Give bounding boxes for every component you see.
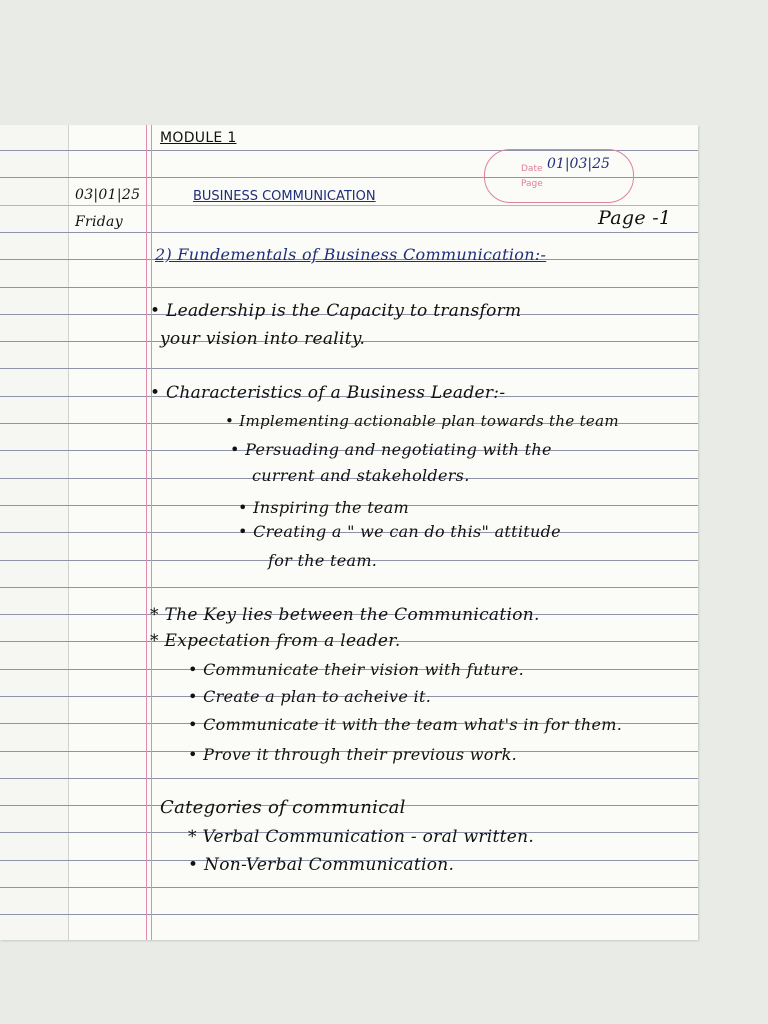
page-number: Page -1 [598,207,672,229]
categories-heading: Categories of communical [160,797,406,818]
exp-item: • Communicate their vision with future. [188,660,525,679]
margin-line [146,125,147,940]
top-margin-line [0,205,698,206]
section-title: 2) Fundementals of Business Communication:- [155,245,547,264]
category-item: * Verbal Communication - oral written. [188,827,535,847]
rule-line [0,887,698,888]
exp-item: • Prove it through their previous work. [188,745,518,764]
char-item: current and stakeholders. [252,466,470,485]
char-item: for the team. [268,551,378,570]
rule-line [0,287,698,288]
exp-item: • Communicate it with the team what's in for them. [188,715,623,734]
key-line: * The Key lies between the Communication. [150,605,540,625]
leadership-line-2: your vision into reality. [160,329,366,349]
leadership-line-1: • Leadership is the Capacity to transform [150,301,522,321]
subject-title: BUSINESS COMMUNICATION [193,189,376,204]
date-stamp [484,149,634,203]
char-item: • Persuading and negotiating with the [230,440,552,459]
notebook-page [0,125,698,940]
category-item: • Non-Verbal Communication. [188,855,455,875]
characteristics-heading: • Characteristics of a Business Leader:- [150,383,506,403]
char-item: • Creating a " we can do this" attitude [238,522,561,541]
stamp-date-value: 01|03|25 [547,156,610,172]
margin-line [151,125,152,940]
stamp-date-label: Date [521,164,543,174]
module-label: MODULE 1 [160,130,237,146]
rule-line [0,587,698,588]
char-item: • Implementing actionable plan towards the team [225,412,619,430]
date-left: 03|01|25 [75,187,141,203]
rule-line [0,368,698,369]
rule-line [0,232,698,233]
stamp-page-label: Page [521,179,543,189]
rule-line [0,778,698,779]
day-label: Friday [75,214,123,230]
rule-line [0,914,698,915]
exp-item: • Create a plan to acheive it. [188,687,432,706]
expectation-heading: * Expectation from a leader. [150,631,401,651]
char-item: • Inspiring the team [238,498,410,517]
